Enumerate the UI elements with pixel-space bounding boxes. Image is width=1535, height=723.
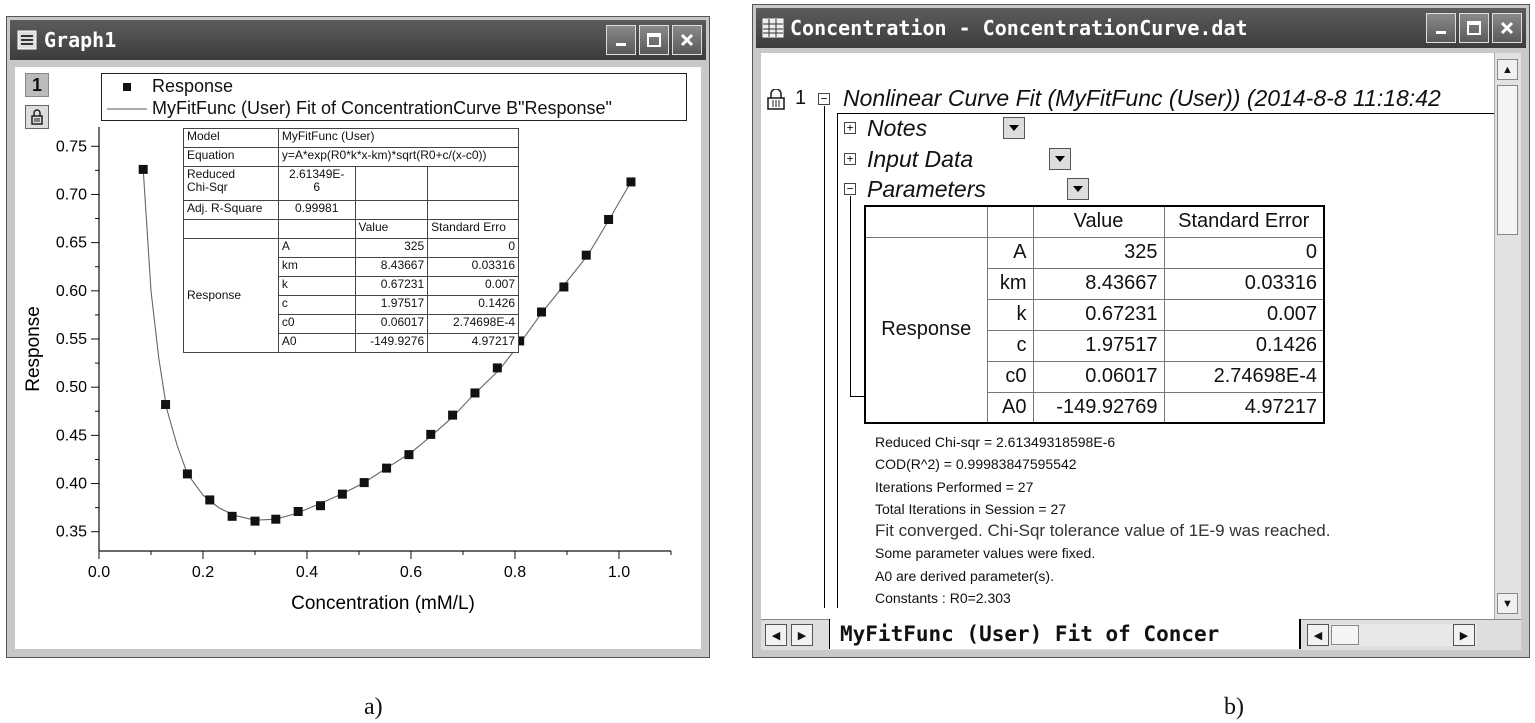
x-axis-label: Concentration (mM/L) <box>291 593 475 614</box>
table-cell: 325 <box>355 239 428 258</box>
scroll-down-icon[interactable]: ▼ <box>1497 593 1518 614</box>
data-point <box>426 430 435 439</box>
table-cell[interactable]: -149.92769 <box>1033 392 1164 423</box>
x-tick-label: 0.8 <box>503 564 527 581</box>
data-point <box>251 517 260 526</box>
table-cell: 4.97217 <box>428 334 519 353</box>
table-cell <box>355 167 428 201</box>
note-line: Some parameter values were fixed. <box>875 545 1096 562</box>
note-line: Iterations Performed = 27 <box>875 478 1034 495</box>
chevron-down-icon[interactable] <box>1067 178 1089 200</box>
table-cell: 2.74698E-4 <box>428 315 519 334</box>
y-tick-label: 0.75 <box>55 138 87 156</box>
minimize-button[interactable] <box>606 25 636 55</box>
data-point <box>228 512 237 521</box>
table-cell: 0.06017 <box>355 315 428 334</box>
y-tick-label: 0.45 <box>55 427 87 445</box>
table-cell[interactable]: c0 <box>987 361 1033 392</box>
workbook-window <box>752 4 1530 658</box>
horizontal-scrollbar[interactable] <box>1307 624 1477 646</box>
data-point <box>626 177 635 186</box>
data-point <box>582 251 591 260</box>
chisqr-label-line: Chi-Sqr <box>187 180 228 194</box>
scroll-thumb[interactable] <box>1497 85 1518 235</box>
scroll-right-icon[interactable]: ▶ <box>1453 624 1475 646</box>
figure-caption-b: b) <box>1224 694 1244 720</box>
table-cell <box>987 206 1033 237</box>
square-marker-icon <box>102 82 152 92</box>
minimize-button[interactable] <box>1426 13 1456 43</box>
graph-window-title: Graph1 <box>44 28 117 52</box>
table-cell: y=A*exp(R0*k*x-km)*sqrt(R0+c/(x-c0)) <box>278 148 518 167</box>
note-line: Constants : R0=2.303 <box>875 590 1011 607</box>
chart-legend[interactable] <box>101 73 687 121</box>
x-tick-label: 1.0 <box>607 564 631 581</box>
data-point <box>205 495 214 504</box>
graph-page[interactable] <box>15 67 701 649</box>
data-point <box>559 282 568 291</box>
table-cell[interactable]: 0.03316 <box>1164 268 1324 299</box>
figure-caption-a: a) <box>364 694 383 720</box>
table-cell: 0 <box>428 239 519 258</box>
layer-number-badge[interactable]: 1 <box>25 73 49 97</box>
table-cell[interactable]: km <box>987 268 1033 299</box>
data-point <box>537 308 546 317</box>
data-point <box>604 215 613 224</box>
fit-results-table[interactable] <box>183 128 519 353</box>
table-cell <box>184 220 279 239</box>
table-cell: Response <box>865 237 987 423</box>
table-row <box>184 167 519 201</box>
x-tick-label: 0.2 <box>191 564 215 581</box>
x-tick-label: 0.4 <box>295 564 319 581</box>
data-point <box>360 478 369 487</box>
lock-icon[interactable] <box>765 89 787 116</box>
legend-label: MyFitFunc (User) Fit of ConcentrationCurve B"Response" <box>152 98 612 118</box>
table-cell <box>278 220 355 239</box>
table-cell[interactable]: A <box>987 237 1033 268</box>
legend-item <box>102 76 233 97</box>
y-tick-label: 0.35 <box>55 523 87 541</box>
table-cell: -149.9276 <box>355 334 428 353</box>
data-point <box>161 400 170 409</box>
table-cell: Equation <box>184 148 279 167</box>
tree-node-input-data[interactable]: Input Data <box>867 146 974 172</box>
table-cell: 0.03316 <box>428 258 519 277</box>
data-point <box>493 363 502 372</box>
tree-guide-line <box>850 396 864 397</box>
table-cell <box>428 201 519 220</box>
data-point <box>183 469 192 478</box>
parameters-table[interactable] <box>864 205 1325 424</box>
data-point <box>271 515 280 524</box>
lock-icon[interactable] <box>25 105 49 129</box>
table-cell: 0.99981 <box>278 201 355 220</box>
table-cell[interactable]: 0.67231 <box>1033 299 1164 330</box>
table-row <box>184 201 519 220</box>
graph-window-icon <box>16 29 38 51</box>
table-cell[interactable]: k <box>987 299 1033 330</box>
data-point <box>382 464 391 473</box>
x-tick-label: 0.0 <box>87 564 111 581</box>
table-cell[interactable]: 0.06017 <box>1033 361 1164 392</box>
y-tick-label: 0.50 <box>55 379 87 397</box>
table-cell[interactable]: 1.97517 <box>1033 330 1164 361</box>
chevron-down-icon[interactable] <box>1049 148 1071 170</box>
graph-window <box>6 16 710 658</box>
collapse-icon[interactable]: − <box>818 93 830 105</box>
table-cell <box>355 201 428 220</box>
table-cell[interactable]: 4.97217 <box>1164 392 1324 423</box>
tab-next-icon[interactable]: ▶ <box>791 624 813 646</box>
maximize-button[interactable] <box>1459 13 1489 43</box>
tree-guide-line <box>837 113 1497 114</box>
table-cell <box>278 167 355 201</box>
y-tick-label: 0.40 <box>55 475 87 493</box>
data-point <box>338 490 347 499</box>
table-row <box>184 129 519 148</box>
table-cell: Adj. R-Square <box>184 201 279 220</box>
chisqr-value-line: 6 <box>313 180 321 194</box>
table-cell: A <box>278 239 355 258</box>
report-sheet[interactable] <box>761 53 1521 649</box>
sheet-tab-bar <box>761 619 1521 650</box>
tree-node-notes[interactable]: Notes <box>867 115 928 141</box>
vertical-scrollbar[interactable] <box>1494 53 1521 619</box>
table-cell: Value <box>355 220 428 239</box>
collapse-icon[interactable]: − <box>844 183 856 195</box>
data-point <box>448 411 457 420</box>
y-tick-label: 0.60 <box>55 282 87 300</box>
data-point <box>316 501 325 510</box>
table-cell <box>865 206 987 237</box>
worksheet-icon <box>762 17 784 39</box>
table-cell[interactable]: 0 <box>1164 237 1324 268</box>
table-row <box>865 237 1324 268</box>
scroll-thumb[interactable] <box>1331 625 1359 645</box>
tree-root-title[interactable]: Nonlinear Curve Fit (MyFitFunc (User)) (2014-8-8 11:18:42 <box>843 85 1441 111</box>
data-point <box>294 507 303 516</box>
table-row <box>184 220 519 239</box>
table-header[interactable]: Standard Error <box>1164 206 1324 237</box>
table-cell[interactable]: 325 <box>1033 237 1164 268</box>
table-cell: 0.1426 <box>428 296 519 315</box>
tree-node-parameters[interactable]: Parameters <box>867 176 986 202</box>
table-cell: km <box>278 258 355 277</box>
table-cell: A0 <box>278 334 355 353</box>
data-point <box>139 165 148 174</box>
table-row <box>184 239 519 258</box>
table-cell: 0.67231 <box>355 277 428 296</box>
sheet-tab[interactable]: MyFitFunc (User) Fit of Concer <box>829 619 1301 649</box>
scroll-up-icon[interactable]: ▲ <box>1497 59 1518 80</box>
table-cell <box>184 167 279 201</box>
table-cell: c <box>278 296 355 315</box>
y-tick-label: 0.65 <box>55 234 87 252</box>
table-cell[interactable]: 0.007 <box>1164 299 1324 330</box>
legend-item <box>102 98 612 119</box>
report-tree <box>761 53 1497 608</box>
close-button[interactable] <box>672 25 702 55</box>
scroll-left-icon[interactable]: ◀ <box>1307 624 1329 646</box>
table-cell: k <box>278 277 355 296</box>
fit-notes <box>875 431 1330 608</box>
note-line: Fit converged. Chi-Sqr tolerance value of 1E-9 was reached. <box>875 521 1331 541</box>
chisqr-value-line: 2.61349E- <box>288 167 345 181</box>
table-row <box>865 206 1324 237</box>
tree-item-number: 1 <box>795 87 807 109</box>
table-cell[interactable]: c <box>987 330 1033 361</box>
tree-guide-line <box>824 106 825 608</box>
note-line: A0 are derived parameter(s). <box>875 567 1054 584</box>
note-line: COD(R^2) = 0.99983847595542 <box>875 456 1077 473</box>
table-cell: Model <box>184 129 279 148</box>
table-cell: Standard Erro <box>428 220 519 239</box>
x-tick-label: 0.6 <box>399 564 423 581</box>
table-cell: 0.007 <box>428 277 519 296</box>
chevron-down-icon[interactable] <box>1003 117 1025 139</box>
workbook-window-title: Concentration - ConcentrationCurve.dat <box>790 16 1248 40</box>
maximize-button[interactable] <box>639 25 669 55</box>
table-cell: c0 <box>278 315 355 334</box>
table-cell[interactable]: 8.43667 <box>1033 268 1164 299</box>
table-cell <box>428 167 519 201</box>
chisqr-label-line: Reduced <box>187 167 236 181</box>
table-header[interactable]: Value <box>1033 206 1164 237</box>
data-point <box>470 388 479 397</box>
note-line: Reduced Chi-sqr = 2.61349318598E-6 <box>875 434 1116 450</box>
table-cell[interactable]: 2.74698E-4 <box>1164 361 1324 392</box>
tab-prev-icon[interactable]: ◀ <box>765 624 787 646</box>
data-point <box>404 450 413 459</box>
note-line: Total Iterations in Session = 27 <box>875 500 1067 517</box>
graph-titlebar[interactable] <box>10 20 706 60</box>
workbook-titlebar[interactable] <box>756 8 1526 48</box>
legend-label: Response <box>152 76 234 96</box>
tree-guide-line <box>837 113 838 608</box>
y-tick-label: 0.70 <box>55 186 87 204</box>
close-button[interactable] <box>1492 13 1522 43</box>
table-cell[interactable]: A0 <box>987 392 1033 423</box>
table-cell: 8.43667 <box>355 258 428 277</box>
table-cell: Response <box>184 239 279 353</box>
table-row <box>184 148 519 167</box>
tree-guide-line <box>850 196 851 396</box>
table-cell: 1.97517 <box>355 296 428 315</box>
table-cell[interactable]: 0.1426 <box>1164 330 1324 361</box>
expand-icon[interactable]: + <box>844 122 856 134</box>
y-tick-label: 0.55 <box>55 331 87 348</box>
y-axis-label: Response <box>23 306 44 392</box>
line-marker-icon <box>102 106 152 112</box>
expand-icon[interactable]: + <box>844 153 856 165</box>
table-cell: MyFitFunc (User) <box>278 129 518 148</box>
